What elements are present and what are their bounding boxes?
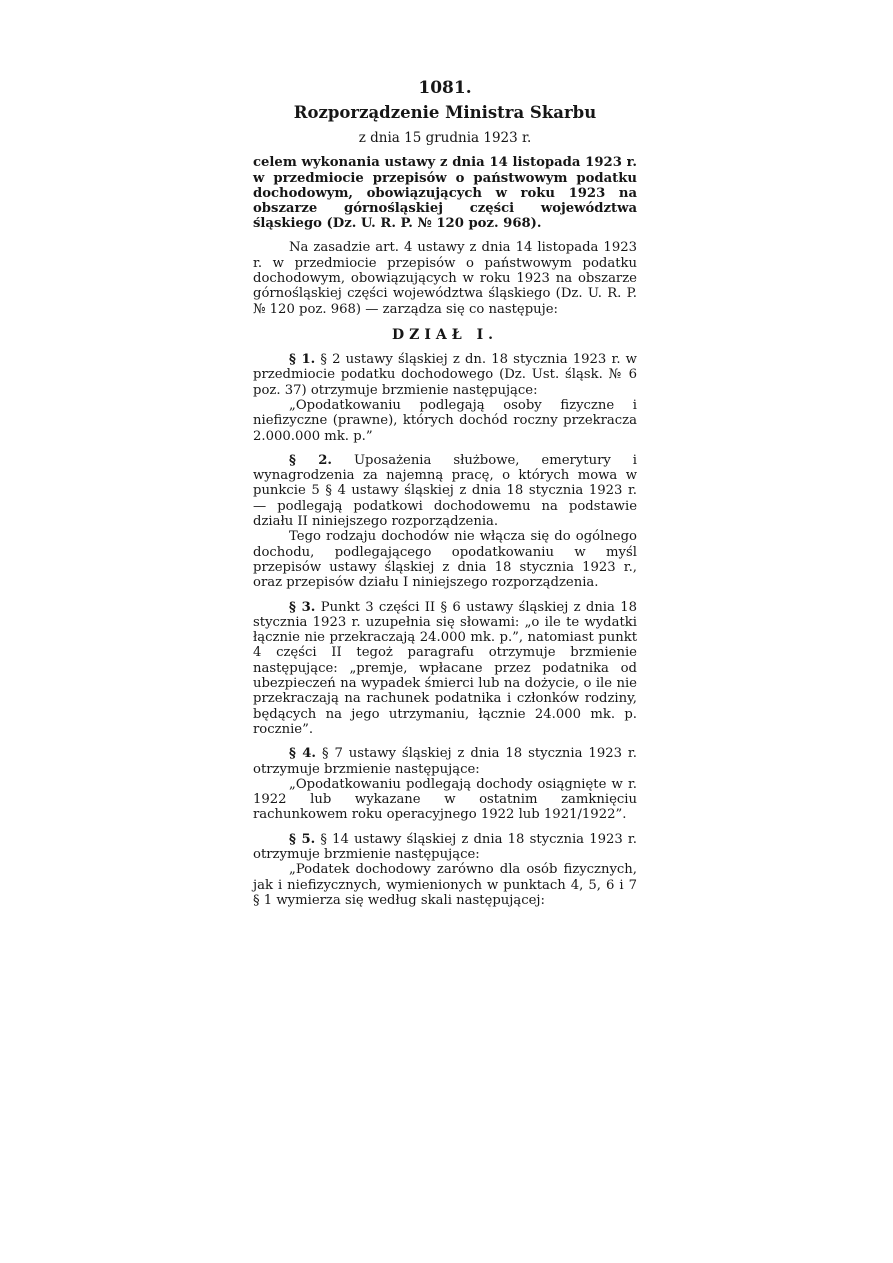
paragraph-3 — [253, 600, 637, 738]
paragraph-number: § 2. — [289, 452, 332, 468]
paragraph-1-quote: „Opodatkowaniu podlegają osoby fizyczne i niefizyczne (prawne), których dochód roczny przekracza 2.000.000 mk. p.” — [253, 397, 637, 444]
paragraph-text: § 14 ustawy śląskiej z dnia 18 stycznia 1923 r. otrzymuje brzmienie następujące: — [253, 831, 637, 862]
paragraph-text: § 7 ustawy śląskiej z dnia 18 stycznia 1923 r. otrzymuje brzmienie następujące: — [253, 746, 637, 777]
paragraph-5 — [253, 832, 637, 863]
paragraph-number: § 3. — [289, 599, 316, 615]
paragraph-4 — [253, 746, 637, 777]
document-preamble: celem wykonania ustawy z dnia 14 listopada 1923 r. w przedmiocie przepisów o państwowym podatku dochodowym, obowiązujących w roku 1923 na obszarze górnośląskiej części województwa śląskiego (Dz. U. R. P. № 120 poz. 968). — [253, 155, 637, 232]
paragraph-5-quote: „Podatek dochodowy zarówno dla osób fizycznych, jak i niefizycznych, wymienionych w punktach 4, 5, 6 i 7 § 1 wymierza się według skali następującej: — [253, 862, 637, 908]
paragraph-text: Uposażenia służbowe, emerytury i wynagrodzenia za najemną pracę, o których mowa w punkcie 5 § 4 ustawy śląskiej z dnia 18 stycznia 1923 r. — podlegają podatkowi dochodowemu na podstawie działu II niniejszego rozporządzenia. — [253, 452, 637, 530]
paragraph-text: § 2 ustawy śląskiej z dn. 18 stycznia 1923 r. w przedmiocie podatku dochodowego (Dz. Ust. śląsk. № 6 poz. 37) otrzymuje brzmienie następujące: — [253, 352, 637, 398]
document-number: 1081. — [418, 78, 472, 98]
section-heading: DZIAŁ I. — [391, 326, 498, 343]
paragraph-number: § 1. — [289, 352, 316, 368]
paragraph-2-continued: Tego rodzaju dochodów nie włącza się do ogólnego dochodu, podlegającego opodatkowaniu w myśl przepisów ustawy śląskiej z dnia 18 stycznia 1923 r., oraz przepisów działu I niniejszego rozporządzenia. — [253, 529, 637, 591]
document-page — [253, 78, 637, 908]
paragraph-2 — [253, 453, 637, 529]
document-date: z dnia 15 grudnia 1923 r. — [358, 130, 532, 146]
paragraph-number: § 4. — [289, 746, 316, 762]
intro-paragraph: Na zasadzie art. 4 ustawy z dnia 14 listopada 1923 r. w przedmiocie przepisów o państwowym podatku dochodowym, obowiązujących w roku 1923 na obszarze górnośląskiej części województwa śląskiego (Dz. U. R. P. № 120 poz. 968) — zarządza się co następuje: — [253, 240, 637, 317]
paragraph-4-quote: „Opodatkowaniu podlegają dochody osiągnięte w r. 1922 lub wykazane w ostatnim zamknięciu rachunkowem roku operacyjnego 1922 lub 1921/1922”. — [253, 776, 637, 823]
paragraph-text: Punkt 3 części II § 6 ustawy śląskiej z dnia 18 stycznia 1923 r. uzupełnia się słowami: „o ile te wydatki łącznie nie przekraczają 24.000 mk. p.”, natomiast punkt 4 części II tegoż paragrafu otrzymuje brzmienie następujące: „premje, wpłacane przez podatnika od ubezpieczeń na wypadek śmierci lub na dożycie, o ile nie przekraczają na rachunek podatnika i członków rodziny, będących na jego utrzymaniu, łącznie 24.000 mk. p. rocznie”. — [253, 599, 637, 737]
paragraph-number: § 5. — [289, 831, 316, 847]
paragraph-1 — [253, 352, 637, 398]
document-title: Rozporządzenie Ministra Skarbu — [293, 103, 597, 122]
